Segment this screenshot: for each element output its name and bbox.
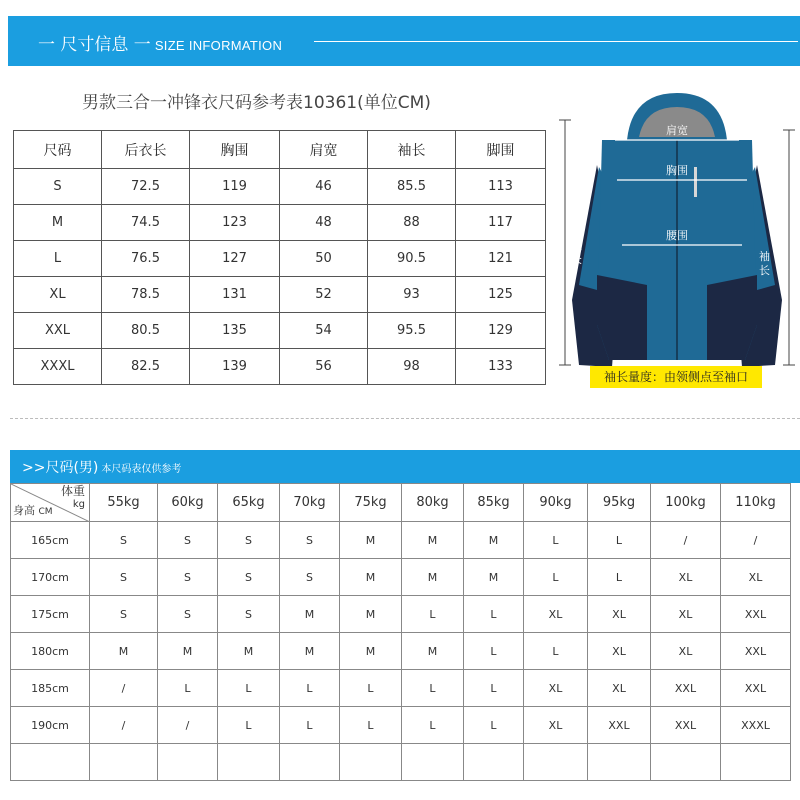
height-cell bbox=[11, 744, 90, 781]
weight-header-cell: 85kg bbox=[464, 484, 524, 522]
size-chart-cell: 78.5 bbox=[102, 277, 190, 313]
size-chart-cell: 113 bbox=[456, 169, 546, 205]
size-chart-cell: M bbox=[14, 205, 102, 241]
size-chart-cell: 54 bbox=[280, 313, 368, 349]
recommended-size-cell: M bbox=[340, 633, 402, 670]
recommended-size-cell bbox=[90, 744, 158, 781]
weight-header-cell: 60kg bbox=[158, 484, 218, 522]
size-chart-cell: 133 bbox=[456, 349, 546, 385]
height-cell: 190cm bbox=[11, 707, 90, 744]
recommended-size-cell: L bbox=[158, 670, 218, 707]
recommended-size-cell bbox=[280, 744, 340, 781]
recommended-size-cell: XL bbox=[588, 596, 651, 633]
size-chart-cell: 139 bbox=[190, 349, 280, 385]
recommended-size-cell: M bbox=[402, 522, 464, 559]
recommended-size-cell: M bbox=[340, 559, 402, 596]
reference-row bbox=[11, 559, 791, 596]
recommended-size-cell: XL bbox=[588, 633, 651, 670]
size-chart-header-cell: 胸围 bbox=[190, 131, 280, 169]
height-cell: 170cm bbox=[11, 559, 90, 596]
recommended-size-cell: L bbox=[464, 596, 524, 633]
recommended-size-cell: XL bbox=[524, 707, 588, 744]
size-chart-cell: 56 bbox=[280, 349, 368, 385]
height-cell: 180cm bbox=[11, 633, 90, 670]
weight-header-cell: 95kg bbox=[588, 484, 651, 522]
corner-height-label: 身高 bbox=[13, 504, 35, 517]
recommended-size-cell: L bbox=[524, 633, 588, 670]
size-chart-cell: S bbox=[14, 169, 102, 205]
recommended-size-cell bbox=[158, 744, 218, 781]
waist-label: 腰围 bbox=[666, 229, 688, 242]
reference-row bbox=[11, 522, 791, 559]
size-chart-row bbox=[14, 313, 546, 349]
banner-divider-line bbox=[314, 41, 798, 42]
size-chart-header-cell: 后衣长 bbox=[102, 131, 190, 169]
size-chart-cell: 80.5 bbox=[102, 313, 190, 349]
sleeve-measure-note: 袖长量度：由领侧点至袖口 bbox=[590, 366, 762, 388]
size-chart-cell: 131 bbox=[190, 277, 280, 313]
recommended-size-cell: XXL bbox=[721, 596, 791, 633]
recommended-size-cell: M bbox=[340, 596, 402, 633]
size-chart-header-cell: 袖长 bbox=[368, 131, 456, 169]
weight-header-cell: 75kg bbox=[340, 484, 402, 522]
recommended-size-cell: S bbox=[218, 596, 280, 633]
measurement-overlay bbox=[557, 85, 797, 405]
recommended-size-cell bbox=[721, 744, 791, 781]
size-chart-cell: 135 bbox=[190, 313, 280, 349]
weight-header-cell: 65kg bbox=[218, 484, 280, 522]
recommended-size-cell: M bbox=[464, 559, 524, 596]
size-chart-cell: XXL bbox=[14, 313, 102, 349]
size-chart-cell: 82.5 bbox=[102, 349, 190, 385]
recommended-size-cell: L bbox=[402, 670, 464, 707]
size-chart-row bbox=[14, 169, 546, 205]
recommended-size-cell bbox=[402, 744, 464, 781]
banner-title-cn: 一 尺寸信息 一 bbox=[38, 35, 151, 55]
recommended-size-cell: / bbox=[90, 670, 158, 707]
size-chart-cell: L bbox=[14, 241, 102, 277]
size-chart-cell: 98 bbox=[368, 349, 456, 385]
recommended-size-cell: / bbox=[90, 707, 158, 744]
recommended-size-cell: S bbox=[218, 522, 280, 559]
recommended-size-cell: XL bbox=[524, 670, 588, 707]
size-chart-cell: 72.5 bbox=[102, 169, 190, 205]
weight-header-cell: 110kg bbox=[721, 484, 791, 522]
reference-row bbox=[11, 707, 791, 744]
weight-header-cell: 70kg bbox=[280, 484, 340, 522]
recommended-size-cell: XL bbox=[651, 596, 721, 633]
size-chart-cell: 125 bbox=[456, 277, 546, 313]
recommended-size-cell: L bbox=[280, 670, 340, 707]
recommended-size-cell: M bbox=[464, 522, 524, 559]
corner-height bbox=[13, 502, 53, 518]
recommended-size-cell: M bbox=[340, 522, 402, 559]
recommended-size-cell: XXL bbox=[721, 670, 791, 707]
size-chart-cell: 119 bbox=[190, 169, 280, 205]
recommended-size-cell: XL bbox=[524, 596, 588, 633]
height-cell: 185cm bbox=[11, 670, 90, 707]
recommended-size-cell bbox=[524, 744, 588, 781]
height-cell: 175cm bbox=[11, 596, 90, 633]
size-chart-cell: 129 bbox=[456, 313, 546, 349]
recommended-size-cell: S bbox=[90, 559, 158, 596]
size-chart-cell: 52 bbox=[280, 277, 368, 313]
weight-header-cell: 80kg bbox=[402, 484, 464, 522]
chest-label: 胸围 bbox=[666, 164, 688, 177]
recommended-size-cell: XL bbox=[721, 559, 791, 596]
recommended-size-cell bbox=[464, 744, 524, 781]
reference-subtitle: 本尺码表仅供参考 bbox=[101, 464, 182, 475]
recommended-size-cell: XXL bbox=[588, 707, 651, 744]
size-chart-cell: 95.5 bbox=[368, 313, 456, 349]
recommended-size-cell: S bbox=[158, 522, 218, 559]
reference-banner bbox=[10, 450, 800, 483]
recommended-size-cell: M bbox=[402, 559, 464, 596]
recommended-size-cell: M bbox=[280, 633, 340, 670]
size-chart-cell: XXXL bbox=[14, 349, 102, 385]
recommended-size-cell: M bbox=[402, 633, 464, 670]
reference-row bbox=[11, 744, 791, 781]
recommended-size-cell: L bbox=[280, 707, 340, 744]
recommended-size-cell: XL bbox=[651, 559, 721, 596]
reference-row bbox=[11, 670, 791, 707]
reference-header-row bbox=[11, 484, 791, 522]
corner-height-unit: CM bbox=[38, 507, 53, 517]
recommended-size-cell: S bbox=[280, 522, 340, 559]
banner-title bbox=[38, 30, 282, 55]
weight-header-cell: 55kg bbox=[90, 484, 158, 522]
sleeve-label: 袖长 bbox=[759, 250, 770, 277]
recommended-size-cell: S bbox=[218, 559, 280, 596]
reference-row bbox=[11, 633, 791, 670]
recommended-size-cell: L bbox=[524, 522, 588, 559]
recommended-size-cell: S bbox=[158, 596, 218, 633]
corner-weight-unit: kg bbox=[72, 499, 85, 510]
jacket-diagram bbox=[557, 85, 797, 405]
size-chart-cell: 127 bbox=[190, 241, 280, 277]
recommended-size-cell: S bbox=[90, 596, 158, 633]
corner-weight bbox=[61, 485, 85, 511]
reference-corner-cell bbox=[11, 484, 90, 522]
recommended-size-cell: L bbox=[340, 707, 402, 744]
size-chart-cell: 48 bbox=[280, 205, 368, 241]
reference-title bbox=[22, 457, 181, 477]
size-chart-header-cell: 尺码 bbox=[14, 131, 102, 169]
recommended-size-cell: / bbox=[651, 522, 721, 559]
reference-row bbox=[11, 596, 791, 633]
recommended-size-cell: M bbox=[158, 633, 218, 670]
recommended-size-cell bbox=[588, 744, 651, 781]
recommended-size-cell: XL bbox=[651, 633, 721, 670]
size-chart-header-cell: 脚围 bbox=[456, 131, 546, 169]
size-chart-cell: 46 bbox=[280, 169, 368, 205]
recommended-size-cell: XXL bbox=[721, 633, 791, 670]
recommended-size-cell: XXL bbox=[651, 707, 721, 744]
banner-title-en: SIZE INFORMATION bbox=[154, 38, 283, 53]
size-chart-cell: 50 bbox=[280, 241, 368, 277]
shoulder-label: 肩宽 bbox=[666, 124, 688, 137]
size-chart-row bbox=[14, 277, 546, 313]
size-chart-cell: 121 bbox=[456, 241, 546, 277]
back-length-label: 后衣长 bbox=[571, 225, 582, 266]
recommended-size-cell bbox=[340, 744, 402, 781]
recommended-size-cell: / bbox=[721, 522, 791, 559]
recommended-size-cell: M bbox=[90, 633, 158, 670]
recommended-size-cell: S bbox=[90, 522, 158, 559]
size-chart-row bbox=[14, 205, 546, 241]
size-chart-cell: XL bbox=[14, 277, 102, 313]
recommended-size-cell: L bbox=[464, 670, 524, 707]
reference-title-text: >>尺码(男) bbox=[22, 460, 99, 476]
height-weight-table bbox=[10, 483, 791, 781]
recommended-size-cell: S bbox=[158, 559, 218, 596]
size-chart-cell: 90.5 bbox=[368, 241, 456, 277]
recommended-size-cell: L bbox=[524, 559, 588, 596]
recommended-size-cell: M bbox=[218, 633, 280, 670]
recommended-size-cell: S bbox=[280, 559, 340, 596]
size-chart-table bbox=[13, 130, 546, 385]
recommended-size-cell bbox=[651, 744, 721, 781]
recommended-size-cell: / bbox=[158, 707, 218, 744]
recommended-size-cell: L bbox=[218, 707, 280, 744]
recommended-size-cell: L bbox=[218, 670, 280, 707]
size-chart-cell: 123 bbox=[190, 205, 280, 241]
corner-weight-label: 体重 bbox=[60, 484, 85, 498]
size-chart-header-row bbox=[14, 131, 546, 169]
recommended-size-cell: L bbox=[588, 522, 651, 559]
recommended-size-cell: L bbox=[464, 707, 524, 744]
weight-header-cell: 100kg bbox=[651, 484, 721, 522]
section-separator bbox=[10, 418, 800, 419]
recommended-size-cell: M bbox=[280, 596, 340, 633]
size-info-banner bbox=[8, 16, 800, 66]
recommended-size-cell: XL bbox=[588, 670, 651, 707]
size-chart-header-cell: 肩宽 bbox=[280, 131, 368, 169]
recommended-size-cell: XXXL bbox=[721, 707, 791, 744]
height-cell: 165cm bbox=[11, 522, 90, 559]
weight-header-cell: 90kg bbox=[524, 484, 588, 522]
size-chart-cell: 88 bbox=[368, 205, 456, 241]
size-chart-cell: 74.5 bbox=[102, 205, 190, 241]
recommended-size-cell: L bbox=[588, 559, 651, 596]
recommended-size-cell: L bbox=[402, 707, 464, 744]
recommended-size-cell: XXL bbox=[651, 670, 721, 707]
size-chart-cell: 93 bbox=[368, 277, 456, 313]
recommended-size-cell: L bbox=[402, 596, 464, 633]
recommended-size-cell: L bbox=[340, 670, 402, 707]
size-chart-row bbox=[14, 241, 546, 277]
recommended-size-cell bbox=[218, 744, 280, 781]
size-chart-title: 男款三合一冲锋衣尺码参考表10361(单位CM) bbox=[82, 93, 431, 113]
size-chart-cell: 85.5 bbox=[368, 169, 456, 205]
size-chart-cell: 76.5 bbox=[102, 241, 190, 277]
size-chart-cell: 117 bbox=[456, 205, 546, 241]
size-chart-row bbox=[14, 349, 546, 385]
recommended-size-cell: L bbox=[464, 633, 524, 670]
